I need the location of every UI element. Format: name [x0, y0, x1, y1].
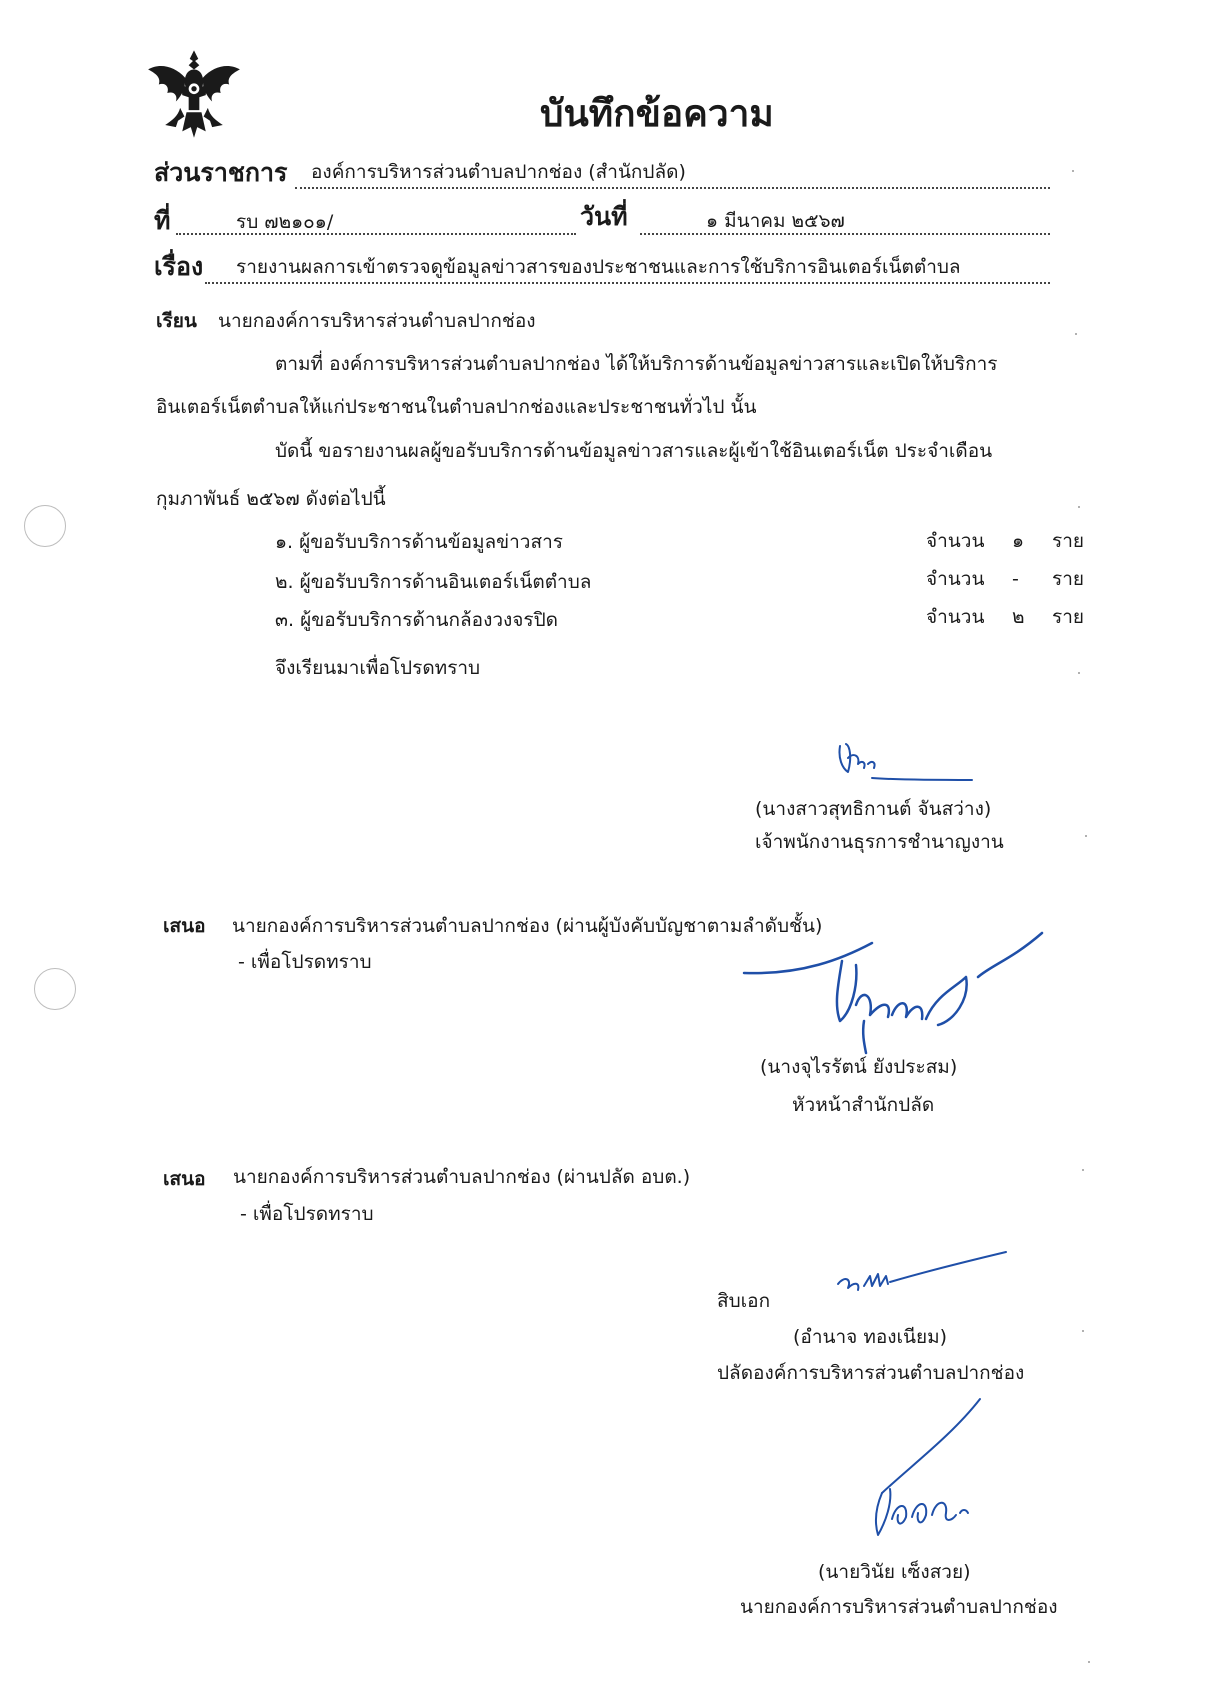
propose-2-note: - เพื่อโปรดทราบ [240, 1203, 374, 1225]
scan-speck [1072, 170, 1074, 172]
propose-2-value: นายกองค์การบริหารส่วนตำบลปากช่อง (ผ่านปลัด อบต.) [233, 1166, 691, 1188]
propose-1-value: นายกองค์การบริหารส่วนตำบลปากช่อง (ผ่านผู้บังคับบัญชาตามลำดับชั้น) [232, 915, 823, 937]
salutation-value: นายกองค์การบริหารส่วนตำบลปากช่อง [218, 310, 536, 332]
count-unit: ราย [1052, 530, 1085, 552]
count-label: จำนวน [926, 606, 985, 628]
propose-1-note: - เพื่อโปรดทราบ [238, 951, 372, 973]
signer-3-rank: สิบเอก [717, 1290, 771, 1312]
subject-value: รายงานผลการเข้าตรวจดูข้อมูลข่าวสารของประชาชนและการใช้บริการอินเตอร์เน็ตตำบล [236, 256, 961, 278]
punch-hole [34, 968, 76, 1010]
paragraph-1-line-1: ตามที่ องค์การบริหารส่วนตำบลปากช่อง ได้ให้บริการด้านข้อมูลข่าวสารและเปิดให้บริการ [275, 353, 998, 375]
count-value: ๑ [1012, 530, 1025, 552]
date-value: ๑ มีนาคม ๒๕๖๗ [706, 210, 845, 232]
propose-2-label: เสนอ [163, 1168, 206, 1190]
signature-3 [834, 1248, 1012, 1302]
scan-speck [1078, 672, 1080, 674]
dotted-line [205, 282, 1050, 284]
count-value: - [1012, 568, 1019, 590]
signature-2 [742, 925, 1078, 1055]
dotted-line [640, 233, 1050, 235]
signer-4-position: นายกองค์การบริหารส่วนตำบลปากช่อง [740, 1596, 1058, 1618]
closing-line: จึงเรียนมาเพื่อโปรดทราบ [275, 657, 481, 679]
signer-3-position: ปลัดองค์การบริหารส่วนตำบลปากช่อง [717, 1362, 1025, 1384]
paragraph-1-line-2: อินเตอร์เน็ตตำบลให้แก่ประชาชนในตำบลปากช่องและประชาชนทั่วไป นั้น [156, 396, 757, 418]
date-label: วันที่ [580, 202, 628, 231]
garuda-emblem-icon [146, 46, 242, 140]
count-label: จำนวน [926, 530, 985, 552]
count-label: จำนวน [926, 568, 985, 590]
paragraph-2-line-1: บัดนี้ ขอรายงานผลผู้ขอรับบริการด้านข้อมูลข่าวสารและผู้เข้าใช้อินเตอร์เน็ต ประจำเดือน [275, 440, 993, 462]
list-item: ๓. ผู้ขอรับบริการด้านกล้องวงจรปิด [275, 609, 559, 631]
scan-speck [1088, 1661, 1090, 1663]
agency-value: องค์การบริหารส่วนตำบลปากช่อง (สำนักปลัด) [311, 161, 686, 183]
dotted-line [176, 233, 576, 235]
count-value: ๒ [1012, 606, 1025, 628]
signer-2-position: หัวหน้าสำนักปลัด [792, 1094, 935, 1116]
scan-speck [1078, 506, 1080, 508]
count-unit: ราย [1052, 568, 1085, 590]
signature-4 [862, 1395, 994, 1540]
signer-1-position: เจ้าพนักงานธุรการชำนาญงาน [755, 831, 1004, 853]
scan-speck [1082, 1330, 1084, 1332]
punch-hole [24, 505, 66, 547]
salutation-label: เรียน [156, 310, 197, 332]
signature-1 [828, 738, 978, 788]
ref-label: ที่ [154, 206, 171, 235]
signer-4-name: (นายวินัย เซ็งสวย) [818, 1561, 971, 1583]
signer-3-name: (อำนาจ ทองเนียม) [793, 1326, 948, 1348]
list-item: ๒. ผู้ขอรับบริการด้านอินเตอร์เน็ตตำบล [275, 571, 592, 593]
list-item: ๑. ผู้ขอรับบริการด้านข้อมูลข่าวสาร [275, 531, 563, 553]
agency-label: ส่วนราชการ [154, 158, 288, 187]
propose-1-label: เสนอ [163, 915, 206, 937]
signer-2-name: (นางจุไรรัตน์ ยังประสม) [760, 1056, 958, 1078]
signer-1-name: (นางสาวสุทธิกานต์ จันสว่าง) [755, 798, 992, 820]
count-unit: ราย [1052, 606, 1085, 628]
scan-speck [1082, 1169, 1084, 1171]
scan-speck [1085, 835, 1087, 837]
scan-speck [1075, 333, 1077, 335]
ref-value: รบ ๗๒๑๐๑/ [236, 211, 334, 233]
dotted-line [295, 187, 1050, 189]
subject-label: เรื่อง [154, 252, 204, 281]
paragraph-2-line-2: กุมภาพันธ์ ๒๕๖๗ ดังต่อไปนี้ [156, 488, 386, 510]
memo-title: บันทึกข้อความ [540, 92, 774, 135]
